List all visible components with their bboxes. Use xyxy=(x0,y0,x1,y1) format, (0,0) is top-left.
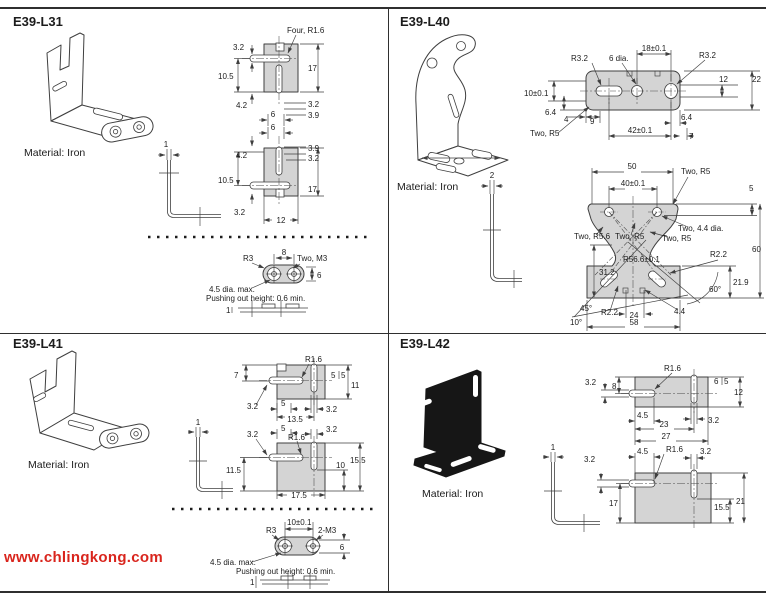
panel-title: E39-L40 xyxy=(400,14,450,29)
dim-label: 4.5 xyxy=(637,447,649,456)
dim-label: 5 xyxy=(749,184,754,193)
dimension-drawing-top xyxy=(524,44,761,141)
e39-l42-drawing xyxy=(388,333,766,592)
dim-label: 10.5 xyxy=(218,176,234,185)
dim-label: 15.5 xyxy=(350,456,366,465)
material-label: Material: Iron xyxy=(28,459,90,471)
dim-label: 5 xyxy=(281,399,286,408)
dim-label: R3.2 xyxy=(699,51,716,60)
dim-label: 31.2 xyxy=(599,268,615,277)
dim-label: 45° xyxy=(580,304,593,313)
dim-label: 21 xyxy=(736,497,745,506)
dim-label: R2.2 xyxy=(710,250,727,259)
note-text: 4.5 dia. max. xyxy=(209,285,255,294)
dim-label: 17 xyxy=(308,64,317,73)
dim-label: 42±0.1 xyxy=(627,126,653,135)
dim-label: 3.2 xyxy=(585,378,597,387)
dim-label: R56.6±0.1 xyxy=(623,255,660,264)
dim-label: 17 xyxy=(609,499,618,508)
watermark: www.chlingkong.com xyxy=(4,549,164,566)
dim-label: Two, R5 xyxy=(662,234,692,243)
bracket-illustration xyxy=(30,351,151,450)
dimension-lines xyxy=(572,168,764,331)
dim-label: 58 xyxy=(629,318,639,327)
dim-label: R1.6 xyxy=(305,355,322,364)
dim-label: R1.6 xyxy=(664,364,681,373)
e39-l40-drawing xyxy=(388,8,766,333)
dim-label: 6.4 xyxy=(681,113,693,122)
dim-label: 8 xyxy=(281,248,287,257)
dim-label: 10° xyxy=(570,318,583,327)
dim-label: R3 xyxy=(266,526,277,535)
dim-label: 6 xyxy=(317,271,322,280)
dim-label: 24 xyxy=(629,311,639,320)
dim-label: 17 xyxy=(308,185,317,194)
bracket-illustration xyxy=(416,35,508,176)
dim-label: Two, R5.6 xyxy=(574,232,611,241)
dim-label: 3.2 xyxy=(233,43,245,52)
side-view xyxy=(158,140,221,226)
dim-label: 13.5 xyxy=(287,415,303,424)
panel-title: E39-L31 xyxy=(13,14,63,29)
plate-lower xyxy=(277,443,325,491)
note-drawing xyxy=(210,518,350,589)
dim-label: 3.2 xyxy=(247,402,259,411)
dimension-drawing-bottom xyxy=(570,162,764,331)
dim-label: R3 xyxy=(243,254,254,263)
dim-label: 4.2 xyxy=(236,101,248,110)
dim-label: 1 xyxy=(226,306,231,315)
panel-e39-l31 xyxy=(0,8,388,333)
bracket-illustration xyxy=(47,33,155,144)
dim-label: R1.6 xyxy=(288,433,305,442)
dim-label: 5 xyxy=(341,371,346,380)
material-label: Material: Iron xyxy=(422,488,484,500)
dim-label: 60° xyxy=(709,285,722,294)
dim-label: Two, R5 xyxy=(681,167,711,176)
dim-label: 10 xyxy=(336,461,345,470)
panel-e39-l42 xyxy=(388,333,766,592)
dim-label: 6 xyxy=(339,543,345,552)
dim-label: 3.2 xyxy=(308,154,320,163)
dim-label: R1.6 xyxy=(666,445,683,454)
dim-label: 60 xyxy=(752,245,761,254)
dim-label: Four, R1.6 xyxy=(287,26,325,35)
dim-label: 1 xyxy=(250,578,255,587)
dim-label: 5 xyxy=(281,424,286,433)
dim-label: 3.2 xyxy=(700,447,712,456)
dim-label: 12 xyxy=(276,216,286,225)
dimension-drawing xyxy=(226,355,366,500)
panel-title: E39-L41 xyxy=(13,336,63,351)
dim-label: R3.2 xyxy=(571,54,588,63)
dim-label: 40±0.1 xyxy=(620,179,646,188)
dim-label: 5 xyxy=(724,377,729,386)
dim-label: 3.2 xyxy=(308,100,320,109)
dimension-drawing xyxy=(218,26,325,225)
dim-label: R2.2 xyxy=(601,308,618,317)
dim-label: 4.4 xyxy=(674,307,686,316)
dim-label: 6.4 xyxy=(545,108,557,117)
note-text: 4.5 dia. max. xyxy=(210,558,256,567)
dim-label: Two, 4.4 dia. xyxy=(678,224,724,233)
dim-label: 7 xyxy=(234,371,239,380)
dim-label: 4.2 xyxy=(236,151,248,160)
dim-label: 18±0.1 xyxy=(641,44,667,53)
dim-label: 23 xyxy=(659,420,669,429)
dim-label: 3.9 xyxy=(308,144,320,153)
dim-label: 3.2 xyxy=(708,416,720,425)
dim-label: 6 xyxy=(714,377,719,386)
dim-label: 10±0.1 xyxy=(287,518,312,527)
panel-e39-l40 xyxy=(388,8,766,333)
bracket-illustration xyxy=(414,370,505,477)
dim-label: 3.9 xyxy=(308,111,320,120)
dim-label: 5 xyxy=(331,371,336,380)
dim-label: 1 xyxy=(195,418,201,427)
dim-label: 6 xyxy=(270,110,276,119)
dim-label: 3.2 xyxy=(326,425,338,434)
note-text: Pushing out height: 0.6 min. xyxy=(206,294,306,303)
material-label: Material: Iron xyxy=(24,147,86,159)
dim-label: Two, R5 xyxy=(530,129,560,138)
dim-label: 50 xyxy=(627,162,637,171)
dim-label: 12 xyxy=(719,75,728,84)
note-text: Pushing out height: 0.6 min. xyxy=(236,567,336,576)
material-label: Material: Iron xyxy=(397,181,459,193)
dim-label: 3.2 xyxy=(247,430,259,439)
dim-label: 27 xyxy=(661,432,671,441)
dim-label: 1 xyxy=(163,140,169,149)
dim-label: 15.5 xyxy=(714,503,730,512)
dim-label: 2 xyxy=(489,171,495,180)
dimension-lines xyxy=(481,180,514,288)
dim-label: 6 xyxy=(270,123,276,132)
dim-label: 3.2 xyxy=(584,455,596,464)
side-view xyxy=(481,171,522,288)
dim-label: 11 xyxy=(351,381,360,390)
e39-l31-drawing xyxy=(0,8,388,333)
dim-label: Two, R5 xyxy=(615,232,645,241)
dim-label: 8 xyxy=(612,382,617,391)
dim-label: 10±0.1 xyxy=(524,89,549,98)
note-drawing xyxy=(206,248,328,317)
dim-label: 6 dia. xyxy=(609,54,629,63)
panel-title: E39-L42 xyxy=(400,336,450,351)
dim-label: 1 xyxy=(550,443,556,452)
dim-label: 22 xyxy=(752,75,761,84)
dim-label: 12 xyxy=(734,388,743,397)
dim-label: 3.2 xyxy=(326,405,338,414)
dim-label: 21.9 xyxy=(733,278,749,287)
dim-label: 10.5 xyxy=(218,72,234,81)
dim-label: 11.5 xyxy=(226,466,241,475)
dim-label: 2-M3 xyxy=(318,526,337,535)
dimension-lines xyxy=(543,452,584,532)
dim-label: 7 xyxy=(689,132,694,141)
dim-label: 4.5 xyxy=(637,411,649,420)
dimension-drawing xyxy=(584,364,748,529)
side-view xyxy=(188,418,233,499)
dim-label: Two, M3 xyxy=(297,254,328,263)
dim-label: 4 xyxy=(564,115,569,124)
dim-label: 3.2 xyxy=(234,208,246,217)
dim-label: 17.5 xyxy=(291,491,307,500)
dim-label: 9 xyxy=(590,117,595,126)
